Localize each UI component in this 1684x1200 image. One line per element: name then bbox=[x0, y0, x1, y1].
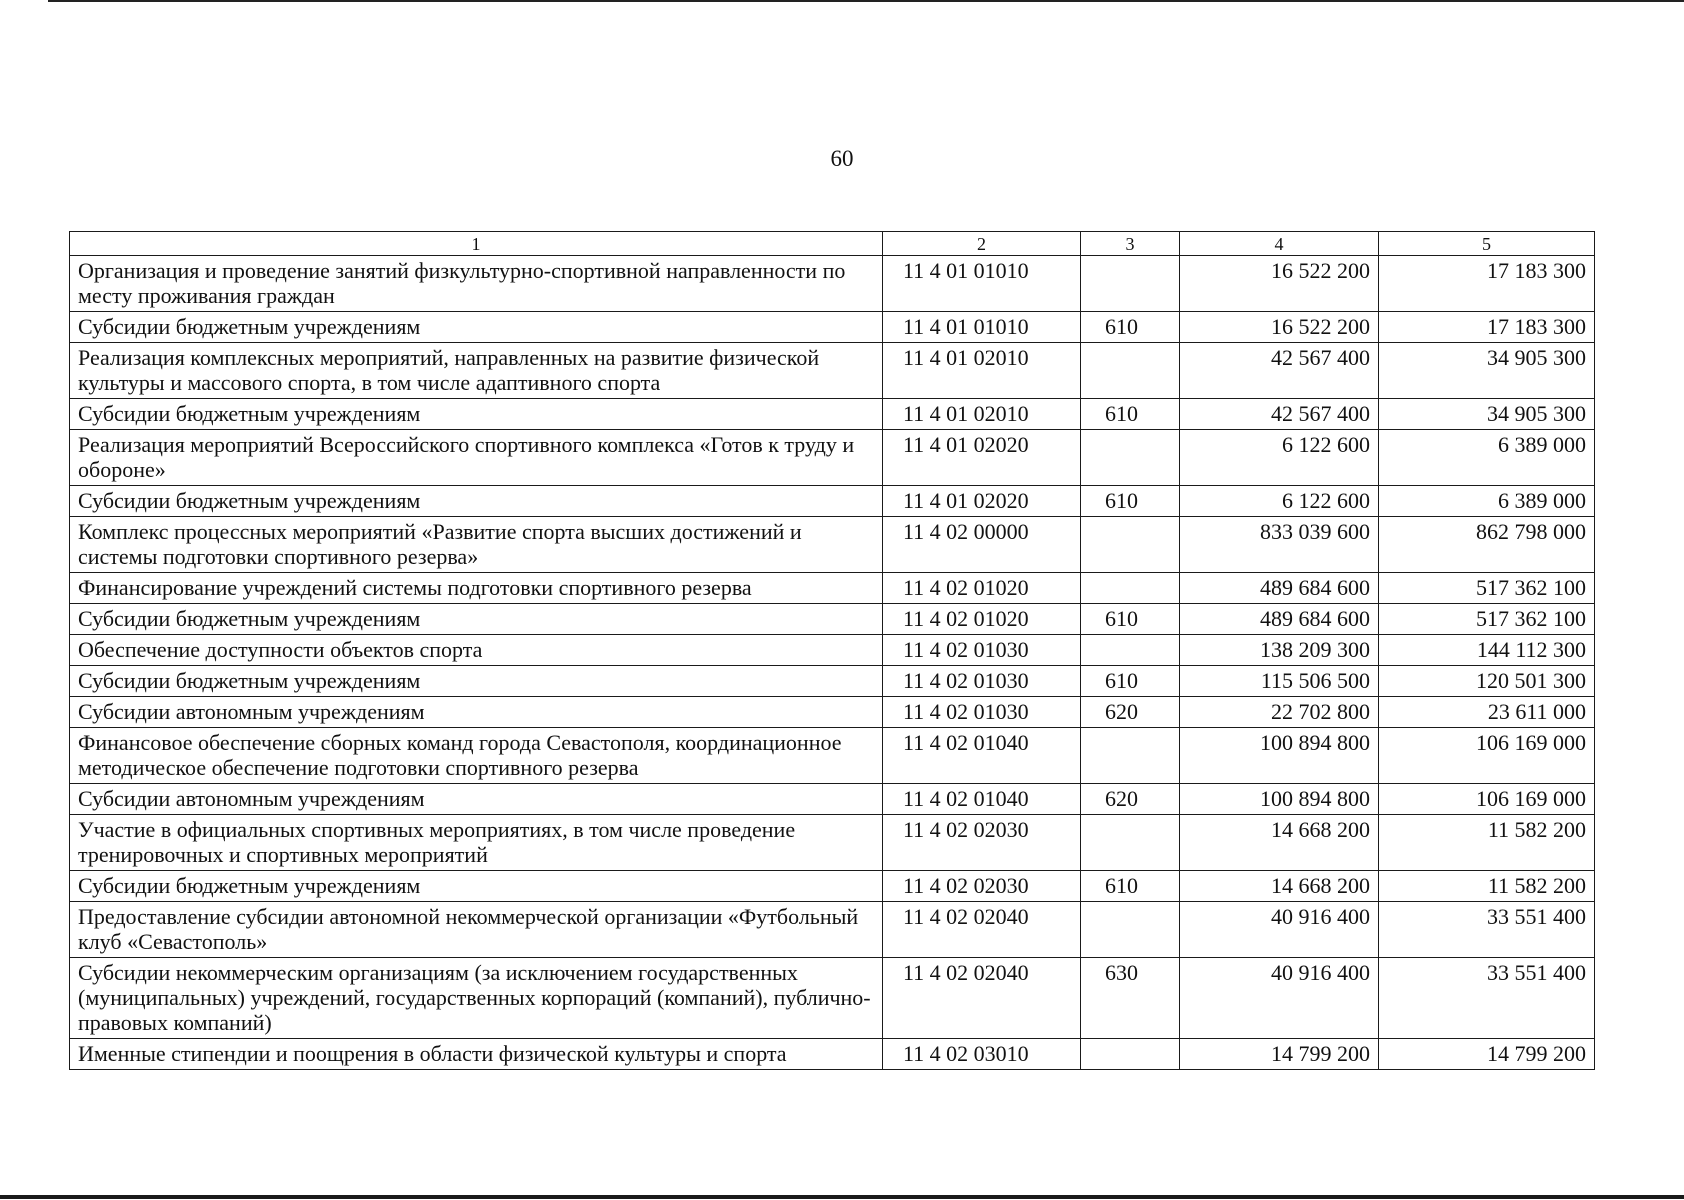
row-code: 11 4 01 01010 bbox=[883, 312, 1081, 343]
row-code: 11 4 02 02040 bbox=[883, 958, 1081, 1039]
row-amount-2: 14 799 200 bbox=[1379, 1039, 1595, 1070]
row-type bbox=[1081, 256, 1180, 312]
row-amount-1: 489 684 600 bbox=[1180, 604, 1379, 635]
row-amount-2: 33 551 400 bbox=[1379, 902, 1595, 958]
row-amount-1: 42 567 400 bbox=[1180, 343, 1379, 399]
row-amount-2: 517 362 100 bbox=[1379, 604, 1595, 635]
row-code: 11 4 01 02020 bbox=[883, 486, 1081, 517]
table-row bbox=[70, 256, 1595, 312]
row-type: 610 bbox=[1081, 871, 1180, 902]
row-code: 11 4 02 02030 bbox=[883, 815, 1081, 871]
row-amount-1: 100 894 800 bbox=[1180, 784, 1379, 815]
row-amount-1: 16 522 200 bbox=[1180, 312, 1379, 343]
row-amount-1: 138 209 300 bbox=[1180, 635, 1379, 666]
row-amount-1: 14 668 200 bbox=[1180, 871, 1379, 902]
row-code: 11 4 02 02040 bbox=[883, 902, 1081, 958]
row-type bbox=[1081, 635, 1180, 666]
table-row bbox=[70, 902, 1595, 958]
row-amount-2: 120 501 300 bbox=[1379, 666, 1595, 697]
row-amount-2: 34 905 300 bbox=[1379, 399, 1595, 430]
table-row bbox=[70, 343, 1595, 399]
row-amount-1: 115 506 500 bbox=[1180, 666, 1379, 697]
row-amount-1: 42 567 400 bbox=[1180, 399, 1379, 430]
table-row bbox=[70, 399, 1595, 430]
table-row bbox=[70, 697, 1595, 728]
row-amount-1: 100 894 800 bbox=[1180, 728, 1379, 784]
table-row bbox=[70, 430, 1595, 486]
row-name: Субсидии бюджетным учреждениям bbox=[70, 604, 883, 635]
table-row bbox=[70, 312, 1595, 343]
row-amount-1: 14 799 200 bbox=[1180, 1039, 1379, 1070]
table-row bbox=[70, 517, 1595, 573]
row-name: Субсидии бюджетным учреждениям bbox=[70, 666, 883, 697]
row-name: Субсидии бюджетным учреждениям bbox=[70, 399, 883, 430]
row-name: Реализация комплексных мероприятий, направленных на развитие физической культуры и массового спорта, в том числе адаптивного спорта bbox=[70, 343, 883, 399]
table-row bbox=[70, 604, 1595, 635]
row-amount-1: 14 668 200 bbox=[1180, 815, 1379, 871]
row-code: 11 4 01 02010 bbox=[883, 343, 1081, 399]
page-number: 60 bbox=[830, 146, 854, 171]
bottom-rule bbox=[0, 1195, 1684, 1199]
top-rule bbox=[48, 0, 1684, 2]
row-amount-2: 33 551 400 bbox=[1379, 958, 1595, 1039]
table-row bbox=[70, 635, 1595, 666]
row-type bbox=[1081, 517, 1180, 573]
row-name: Субсидии бюджетным учреждениям bbox=[70, 312, 883, 343]
row-name: Организация и проведение занятий физкультурно-спортивной направленности по месту проживания граждан bbox=[70, 256, 883, 312]
column-header-5: 5 bbox=[1379, 232, 1595, 256]
row-code: 11 4 02 02030 bbox=[883, 871, 1081, 902]
column-header-1: 1 bbox=[70, 232, 883, 256]
row-name: Субсидии автономным учреждениям bbox=[70, 697, 883, 728]
table-body bbox=[70, 256, 1595, 1070]
row-amount-1: 40 916 400 bbox=[1180, 958, 1379, 1039]
column-header-4: 4 bbox=[1180, 232, 1379, 256]
row-type: 610 bbox=[1081, 399, 1180, 430]
row-type bbox=[1081, 1039, 1180, 1070]
row-name: Субсидии некоммерческим организациям (за исключением государственных (муниципальных) учреждений, государственных корпораций (компаний), публично-правовых компаний) bbox=[70, 958, 883, 1039]
row-code: 11 4 02 01020 bbox=[883, 604, 1081, 635]
row-type bbox=[1081, 902, 1180, 958]
row-name: Предоставление субсидии автономной некоммерческой организации «Футбольный клуб «Севастополь» bbox=[70, 902, 883, 958]
table-row bbox=[70, 486, 1595, 517]
row-code: 11 4 01 01010 bbox=[883, 256, 1081, 312]
row-type bbox=[1081, 430, 1180, 486]
table-row bbox=[70, 815, 1595, 871]
row-amount-2: 6 389 000 bbox=[1379, 430, 1595, 486]
row-type bbox=[1081, 573, 1180, 604]
row-type: 620 bbox=[1081, 784, 1180, 815]
row-name: Участие в официальных спортивных мероприятиях, в том числе проведение тренировочных и спортивных мероприятий bbox=[70, 815, 883, 871]
row-amount-2: 17 183 300 bbox=[1379, 312, 1595, 343]
row-amount-2: 106 169 000 bbox=[1379, 784, 1595, 815]
row-type bbox=[1081, 815, 1180, 871]
row-code: 11 4 02 01040 bbox=[883, 728, 1081, 784]
row-name: Субсидии бюджетным учреждениям bbox=[70, 486, 883, 517]
row-amount-2: 11 582 200 bbox=[1379, 871, 1595, 902]
row-code: 11 4 02 03010 bbox=[883, 1039, 1081, 1070]
row-amount-1: 833 039 600 bbox=[1180, 517, 1379, 573]
row-code: 11 4 02 01030 bbox=[883, 697, 1081, 728]
row-code: 11 4 02 01040 bbox=[883, 784, 1081, 815]
row-amount-2: 862 798 000 bbox=[1379, 517, 1595, 573]
table-row bbox=[70, 1039, 1595, 1070]
row-code: 11 4 02 01030 bbox=[883, 666, 1081, 697]
row-amount-2: 34 905 300 bbox=[1379, 343, 1595, 399]
row-code: 11 4 02 00000 bbox=[883, 517, 1081, 573]
row-amount-1: 40 916 400 bbox=[1180, 902, 1379, 958]
row-code: 11 4 02 01030 bbox=[883, 635, 1081, 666]
row-name: Именные стипендии и поощрения в области физической культуры и спорта bbox=[70, 1039, 883, 1070]
row-name: Субсидии автономным учреждениям bbox=[70, 784, 883, 815]
row-amount-2: 106 169 000 bbox=[1379, 728, 1595, 784]
table-row bbox=[70, 871, 1595, 902]
row-name: Субсидии бюджетным учреждениям bbox=[70, 871, 883, 902]
column-header-2: 2 bbox=[883, 232, 1081, 256]
row-amount-1: 6 122 600 bbox=[1180, 430, 1379, 486]
table-row bbox=[70, 958, 1595, 1039]
row-amount-1: 489 684 600 bbox=[1180, 573, 1379, 604]
row-amount-2: 17 183 300 bbox=[1379, 256, 1595, 312]
row-type: 610 bbox=[1081, 486, 1180, 517]
row-name: Комплекс процессных мероприятий «Развитие спорта высших достижений и системы подготовки спортивного резерва» bbox=[70, 517, 883, 573]
row-type: 610 bbox=[1081, 666, 1180, 697]
row-amount-2: 517 362 100 bbox=[1379, 573, 1595, 604]
row-code: 11 4 02 01020 bbox=[883, 573, 1081, 604]
row-code: 11 4 01 02010 bbox=[883, 399, 1081, 430]
row-code: 11 4 01 02020 bbox=[883, 430, 1081, 486]
row-amount-1: 16 522 200 bbox=[1180, 256, 1379, 312]
row-amount-2: 6 389 000 bbox=[1379, 486, 1595, 517]
row-amount-1: 6 122 600 bbox=[1180, 486, 1379, 517]
table-row bbox=[70, 728, 1595, 784]
table-row bbox=[70, 666, 1595, 697]
row-type bbox=[1081, 343, 1180, 399]
table-row bbox=[70, 784, 1595, 815]
row-type: 610 bbox=[1081, 312, 1180, 343]
row-type bbox=[1081, 728, 1180, 784]
row-type: 620 bbox=[1081, 697, 1180, 728]
column-header-3: 3 bbox=[1081, 232, 1180, 256]
row-name: Реализация мероприятий Всероссийского спортивного комплекса «Готов к труду и обороне» bbox=[70, 430, 883, 486]
row-amount-1: 22 702 800 bbox=[1180, 697, 1379, 728]
row-amount-2: 144 112 300 bbox=[1379, 635, 1595, 666]
table-row bbox=[70, 573, 1595, 604]
row-type: 630 bbox=[1081, 958, 1180, 1039]
row-amount-2: 11 582 200 bbox=[1379, 815, 1595, 871]
budget-table bbox=[69, 231, 1595, 1070]
row-type: 610 bbox=[1081, 604, 1180, 635]
row-amount-2: 23 611 000 bbox=[1379, 697, 1595, 728]
row-name: Финансовое обеспечение сборных команд города Севастополя, координационное методическое обеспечение подготовки спортивного резерва bbox=[70, 728, 883, 784]
header-row bbox=[70, 232, 1595, 256]
row-name: Финансирование учреждений системы подготовки спортивного резерва bbox=[70, 573, 883, 604]
row-name: Обеспечение доступности объектов спорта bbox=[70, 635, 883, 666]
